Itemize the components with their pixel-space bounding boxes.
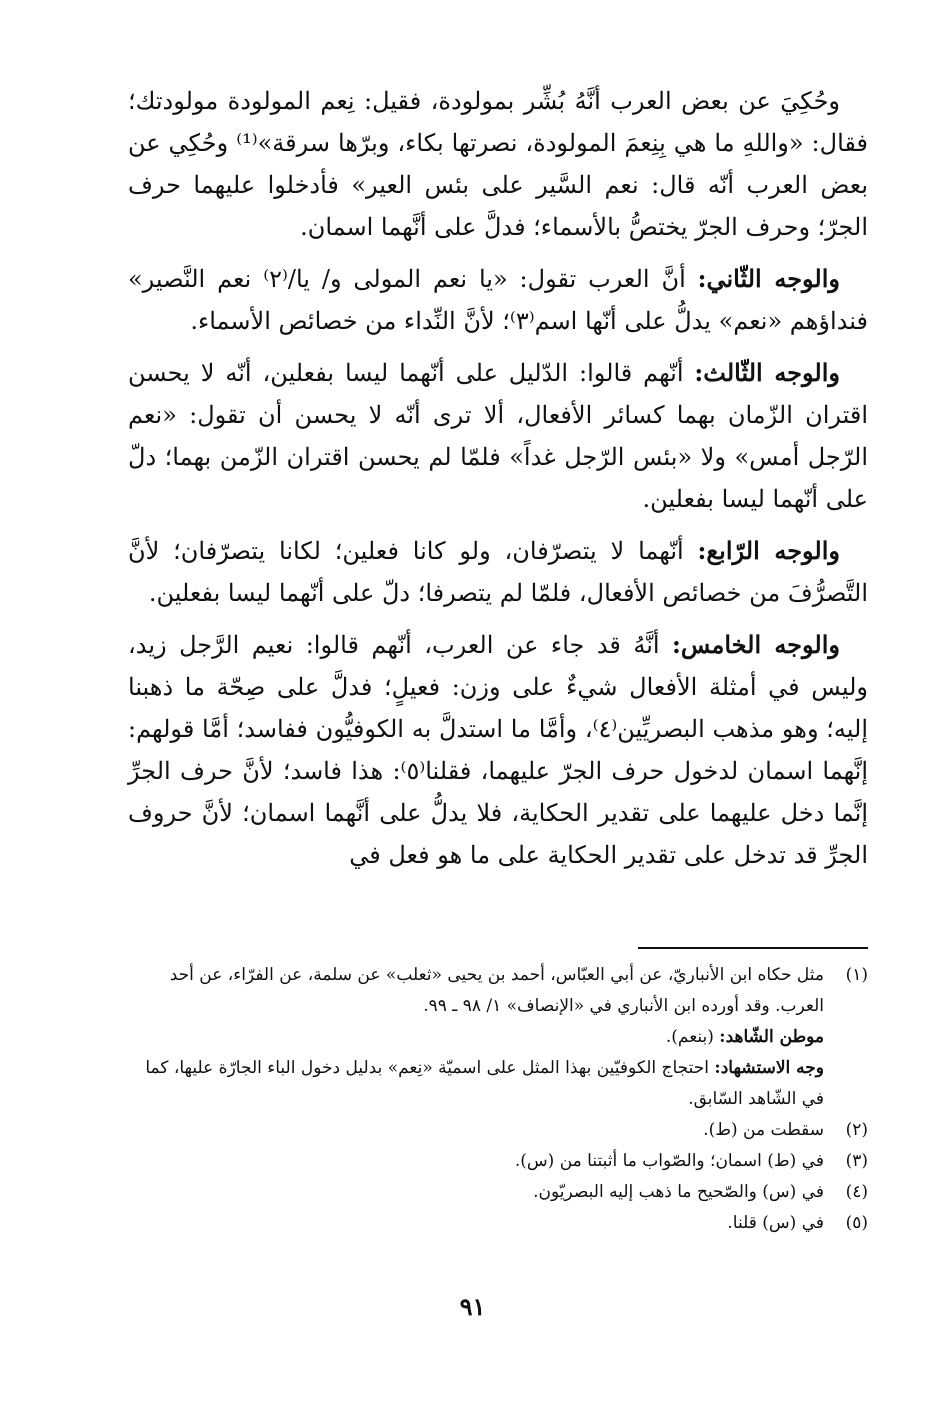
footnote-text: احتجاج الكوفيّين بهذا المثل على اسميّة «نِعم» بدليل دخول الباء الجارّة عليها، كما في الشّاهد السّابق. — [145, 1058, 824, 1109]
footnote-5 — [120, 1208, 868, 1239]
paragraph-text: وحُكِيَ عن بعض العرب أنَّهُ بُشِّر بمولودة، فقيل: نِعم المولودة مولودتك؛ فقال: «واللهِ ما هي بِنِعمَ المولودة، نصرتها بكاء، وبرّها سرقة»⁽¹⁾ وحُكِي عن بعض العرب أنّه قال: نعم السَّير على بئس العير» فأدخلوا عليهما حرف الجرّ؛ وحرف الجرّ يختصُّ بالأسماء؛ فدلَّ على أنَّهما اسمان. — [128, 87, 868, 241]
paragraph-5 — [128, 624, 868, 876]
footnote-number: (٢) — [845, 1120, 868, 1140]
footnote-label: وجه الاستشهاد: — [714, 1058, 824, 1078]
paragraph-1 — [128, 80, 868, 248]
main-text — [128, 80, 868, 886]
footnote-number: (٥) — [845, 1213, 868, 1233]
paragraph-4 — [128, 530, 868, 614]
paragraph-lead: والوجه الرّابع: — [697, 536, 840, 565]
footnote-text: مثل حكاه ابن الأنباريّ، عن أبي العبّاس، أحمد بن يحيى «ثعلب» عن سلمة، عن الفرّاء، عن أحد العرب. وقد أورده ابن الأنباري في «الإنصاف» ١/ ٩٨ ـ ٩٩. — [169, 965, 824, 1016]
footnote-label: موطن الشّاهد: — [719, 1027, 824, 1047]
footnote-separator — [638, 947, 868, 949]
paragraph-text: أنّهم قالوا: الدّليل على أنّهما ليسا بفعلين، أنّه لا يحسن اقتران الزّمان بهما كسائر الأفعال، ألا ترى أنّه لا يحسن أن تقول: «نعم الرّجل أمس» ولا «بئس الرّجل غداً» فلمّا لم يحسن اقتران الزّمن بهما؛ دلّ على أنّهما ليسا بفعلين. — [128, 359, 868, 513]
paragraph-text: أنَّهُ قد جاء عن العرب، أنّهم قالوا: نعيم الرَّجل زيد، وليس في أمثلة الأفعال شيءٌ على وزن: فعيلٍ؛ فدلَّ على صِحّة ما ذهبنا إليه؛ وهو مذهب البصريِّين⁽٤⁾، وأمَّا ما استدلَّ به الكوفيُّون ففاسد؛ أمَّا قولهم: إنَّهما اسمان لدخول حرف الجرّ عليهما، فقلنا⁽٥⁾: هذا فاسد؛ لأنَّ حرف الجرِّ إنَّما دخل عليهما على تقدير الحكاية، فلا يدلُّ على أنَّهما اسمان؛ لأنَّ حروف الجرِّ قد تدخل على تقدير الحكاية على ما هو فعل في — [128, 631, 868, 869]
footnote-4 — [120, 1177, 868, 1208]
paragraph-lead: والوجه الخامس: — [672, 630, 840, 659]
footnote-text: في (س) قلنا. — [727, 1213, 824, 1233]
paragraph-lead: والوجه الثّالث: — [694, 358, 840, 387]
paragraph-3 — [128, 352, 868, 520]
footnotes — [120, 960, 868, 1239]
footnote-number: (٤) — [845, 1182, 868, 1202]
paragraph-text: أنّهما لا يتصرّفان، ولو كانا فعلين؛ لكانا يتصرّفان؛ لأنَّ التَّصرُّفَ من خصائص الأفعال، فلمّا لم يتصرفا؛ دلّ على أنّهما ليسا بفعلين. — [128, 537, 868, 607]
footnote-1-wajh — [120, 1053, 868, 1115]
footnote-text: في (س) والصّحيح ما ذهب إليه البصريّون. — [533, 1182, 824, 1202]
page-number: ٩١ — [459, 1292, 486, 1321]
footnote-1 — [120, 960, 868, 1022]
footnote-text: سقطت من (ط). — [703, 1120, 824, 1140]
footnote-number: (١) — [845, 965, 868, 985]
footnote-text: في (ط) اسمان؛ والصّواب ما أثبتنا من (س). — [514, 1151, 824, 1171]
paragraph-2 — [128, 258, 868, 342]
footnote-number: (٣) — [845, 1151, 868, 1171]
footnote-3 — [120, 1146, 868, 1177]
footnote-1-mawtin — [120, 1022, 868, 1053]
footnote-text: (بنعم). — [665, 1027, 720, 1047]
paragraph-lead: والوجه الثّاني: — [697, 264, 841, 293]
paragraph-text: أنَّ العرب تقول: «يا نعم المولى و/ يا/⁽٢⁾ نعم النَّصير» فنداؤهم «نعم» يدلُّ على أنّها اسم⁽٣⁾؛ لأنَّ النِّداء من خصائص الأسماء. — [128, 265, 868, 335]
footnote-2 — [120, 1115, 868, 1146]
